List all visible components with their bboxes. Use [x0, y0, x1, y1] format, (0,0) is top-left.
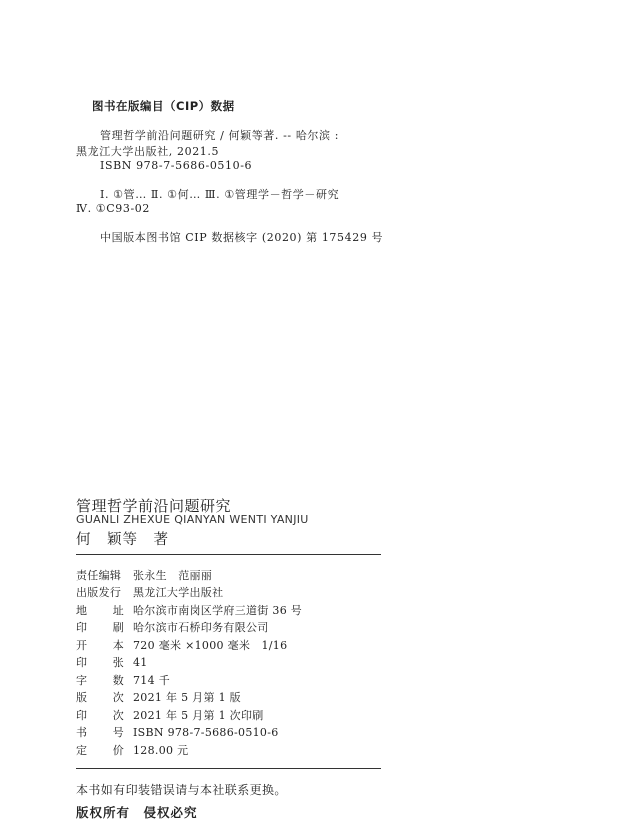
info-label — [76, 567, 124, 583]
book-author: 何 颖等 著 — [76, 532, 169, 548]
info-label — [76, 602, 124, 618]
info-label-part: 数 — [112, 673, 124, 687]
info-label-part: 价 — [112, 743, 124, 757]
info-label-part: 刷 — [112, 621, 124, 635]
info-label-part: 次 — [112, 691, 124, 705]
info-label — [76, 584, 124, 600]
info-label — [76, 689, 124, 705]
cip-line-classification: Ⅳ. ①C93-02 — [76, 202, 150, 215]
info-row — [76, 619, 396, 637]
publication-info — [76, 566, 396, 759]
info-label-part: 开 — [76, 638, 88, 652]
info-value: 714 千 — [133, 673, 170, 687]
cip-title: 图书在版编目（CIP）数据 — [92, 99, 235, 113]
info-value: 720 毫米 ×1000 毫米 1/16 — [133, 638, 288, 652]
info-value: 2021 年 5 月第 1 版 — [133, 691, 241, 705]
info-row — [76, 706, 396, 724]
info-row — [76, 636, 396, 654]
info-label — [76, 707, 124, 723]
info-row — [76, 601, 396, 619]
info-label — [76, 637, 124, 653]
info-label-part: 印 — [76, 708, 88, 722]
info-label — [76, 654, 124, 670]
info-row — [76, 689, 396, 707]
info-label-part: 字 — [76, 673, 88, 687]
info-value: 41 — [133, 655, 148, 669]
cip-line-title-author: 管理哲学前沿问题研究 / 何颖等著. -- 哈尔滨 : — [100, 129, 340, 142]
info-value: 张永生 范丽丽 — [133, 568, 213, 582]
copyright-notice: 版权所有 侵权必究 — [76, 805, 198, 820]
cip-line-subjects: Ⅰ. ①管… Ⅱ. ①何… Ⅲ. ①管理学－哲学－研究 — [100, 188, 340, 201]
info-label-part: 地 — [76, 603, 88, 617]
replacement-notice: 本书如有印装错误请与本社联系更换。 — [76, 783, 287, 797]
info-label-part: 址 — [112, 603, 124, 617]
info-label-part: 印 — [76, 621, 88, 635]
info-value: 2021 年 5 月第 1 次印刷 — [133, 708, 264, 722]
info-label-part: 张 — [112, 656, 124, 670]
info-label-part: 书 — [76, 726, 88, 740]
info-row — [76, 671, 396, 689]
info-label-part: 号 — [112, 726, 124, 740]
info-label — [76, 619, 124, 635]
cip-line-isbn: ISBN 978-7-5686-0510-6 — [100, 159, 253, 172]
info-value: 哈尔滨市南岗区学府三道街 36 号 — [133, 603, 303, 617]
divider-bottom — [76, 768, 381, 769]
info-row — [76, 741, 396, 759]
info-label — [76, 742, 124, 758]
info-label-part: 出版发行 — [76, 586, 122, 600]
info-label-part: 版 — [76, 691, 88, 705]
cip-line-record-number: 中国版本图书馆 CIP 数据核字 (2020) 第 175429 号 — [100, 231, 384, 244]
book-title: 管理哲学前沿问题研究 — [76, 497, 232, 515]
info-value: 128.00 元 — [133, 743, 189, 757]
info-label — [76, 672, 124, 688]
info-value: 哈尔滨市石桥印务有限公司 — [133, 621, 269, 635]
divider-top — [76, 554, 381, 555]
info-label-part: 印 — [76, 656, 88, 670]
info-value: 黑龙江大学出版社 — [133, 586, 224, 600]
info-row — [76, 724, 396, 742]
info-label-part: 本 — [112, 638, 124, 652]
info-row — [76, 566, 396, 584]
info-label-part: 次 — [112, 708, 124, 722]
info-row — [76, 654, 396, 672]
info-label — [76, 724, 124, 740]
info-label-part: 责任编辑 — [76, 568, 122, 582]
book-title-pinyin: GUANLI ZHEXUE QIANYAN WENTI YANJIU — [76, 513, 309, 526]
info-label-part: 定 — [76, 743, 88, 757]
info-value: ISBN 978-7-5686-0510-6 — [133, 725, 279, 739]
cip-line-publisher: 黑龙江大学出版社, 2021.5 — [76, 145, 220, 158]
info-row — [76, 584, 396, 602]
